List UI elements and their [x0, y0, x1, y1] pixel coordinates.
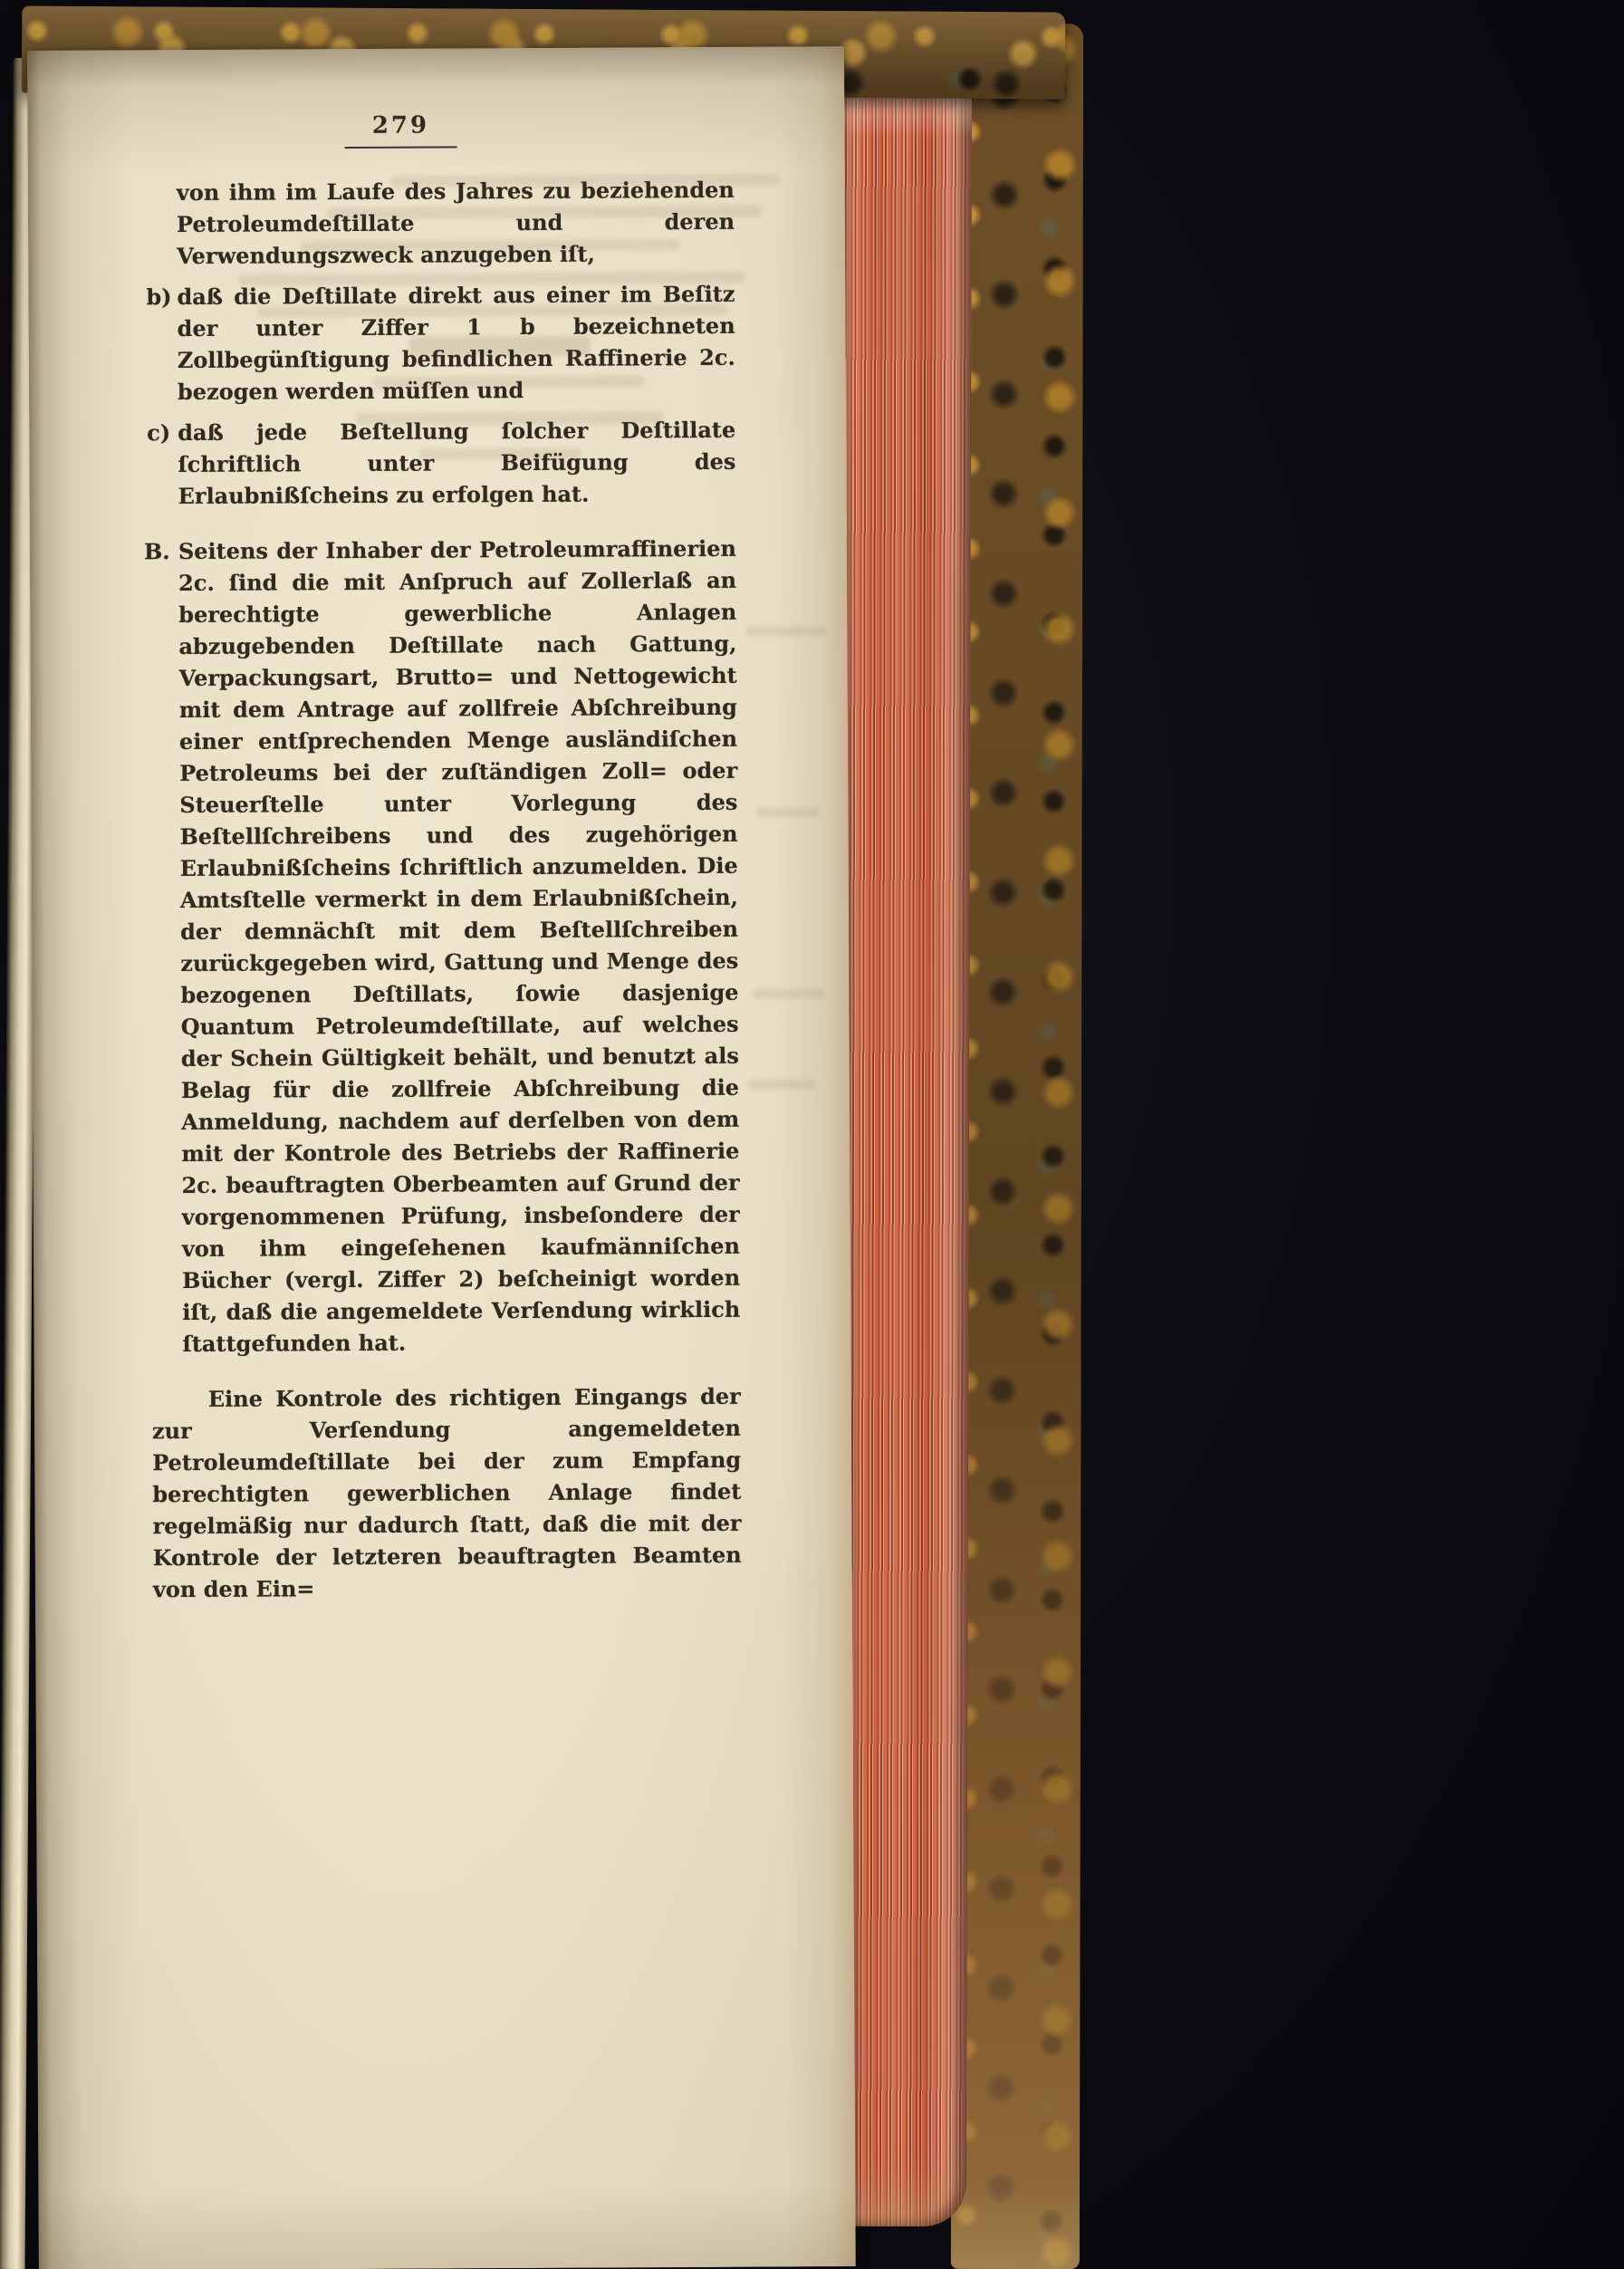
list-marker: c) [147, 419, 171, 447]
paragraph-text: von ihm im Laufe des Jahres zu beziehenden Petroleumdeſtillate und deren Verwendungszweck anzugeben iſt, [176, 176, 735, 270]
ink-bleed-through [748, 1079, 816, 1089]
paragraph-item-b [146, 278, 735, 408]
book-page [27, 46, 856, 2269]
paragraph-closing [152, 1380, 742, 1605]
paragraph-text: daß die Deſtillate direkt aus einer im Beſitz der unter Ziffer 1 b bezeichneten Zollbegünſtigung befindlichen Raffinerie 2c. bezogen werden müſſen und [177, 280, 735, 406]
section-marker: B. [143, 538, 170, 565]
paragraph-text: daß jede Beſtellung ſolcher Deſtillate ſchriftlich unter Beifügung des Erlaubnißſcheins zu erfolgen hat. [178, 416, 736, 510]
list-marker: b) [146, 284, 172, 311]
paragraph-item-c [147, 414, 736, 512]
paragraph-section-B [143, 533, 741, 1360]
page-text [143, 174, 742, 1614]
ink-bleed-through [752, 988, 824, 998]
ink-bleed-through [745, 626, 827, 636]
ink-bleed-through [755, 807, 819, 817]
paragraph-a-continuation [146, 174, 735, 272]
paragraph-text: Seitens der Inhaber der Petroleumraffinerien 2c. ſind die mit Anſpruch auf Zollerlaß an berechtigte gewerbliche Anlagen abzugebenden Deſtillate nach Gattung, Verpackungsart, Brutto= und Nettogewicht mit dem Antrage auf zollfreie Abſchreibung einer entſprechenden Menge ausländiſchen Petroleums bei der zuſtändigen Zoll= oder Steuerſtelle unter Vorlegung des Beſtellſchreibens und des zugehörigen Erlaubnißſcheins ſchriftlich anzumelden. Die Amtsſtelle vermerkt in dem Erlaubnißſchein, der demnächſt mit dem Beſtellſchreiben zurückgegeben wird, Gattung und Menge des bezogenen Deſtillats, ſowie dasjenige Quantum Petroleumdeſtillate, auf welches der Schein Gültigkeit behält, und benutzt als Belag für die zollfreie Abſchreibung die Anmeldung, nachdem auf derſelben von dem mit der Kontrole des Betriebs der Raffinerie 2c. beauftragten Oberbeamten auf Grund der vorgenommenen Prüfung, insbeſondere der von ihm eingeſehenen kaufmänniſchen Bücher (vergl. Ziffer 2) beſcheinigt worden iſt, daß die angemeldete Verſendung wirklich ſtattgefunden hat. [178, 534, 741, 1358]
page-number [111, 111, 690, 149]
paragraph-text: Eine Kontrole des richtigen Eingangs der zur Verſendung angemeldeten Petroleumdeſtillate bei der zum Empfang berechtigten gewerblichen Anlage findet regelmäßig nur dadurch ſtatt, daß die mit der Kontrole der letzteren beauftragten Beamten von den Ein= [151, 1382, 742, 1603]
page-number-text: 279 [345, 111, 456, 149]
